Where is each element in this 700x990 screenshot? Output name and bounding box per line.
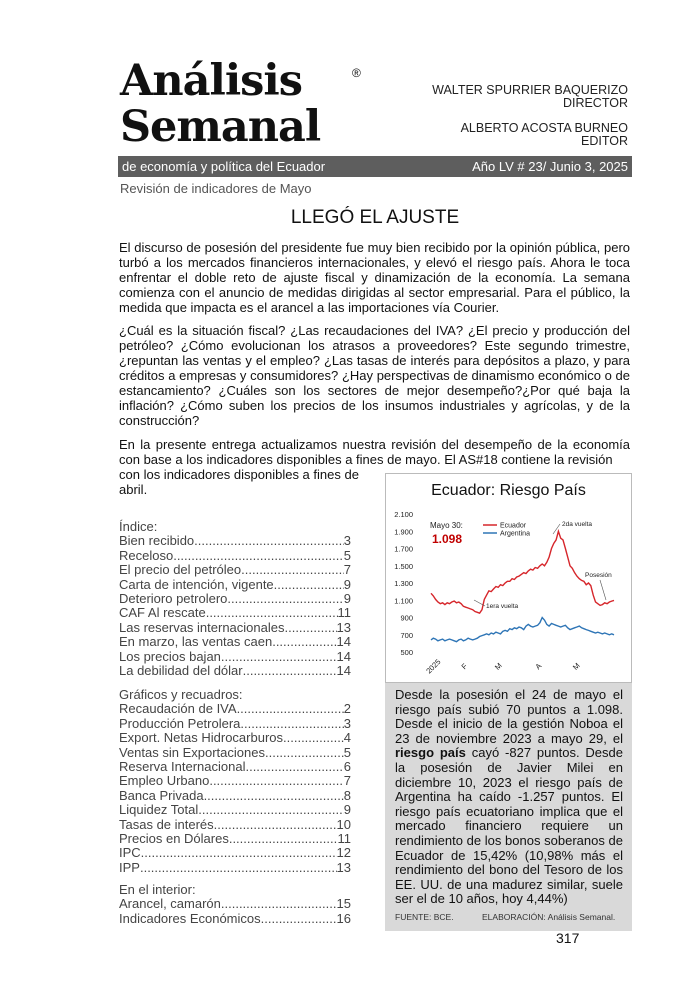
toc-entry-title: CAF Al rescate.	[119, 605, 210, 621]
toc-entry	[119, 592, 351, 606]
toc-entry-page: 4	[343, 730, 351, 746]
toc-entry-page: 9	[343, 576, 351, 592]
toc-leader	[265, 746, 344, 760]
toc-entry	[119, 832, 351, 846]
toc-entry	[119, 534, 351, 548]
interior-list	[119, 883, 351, 926]
charts-index-heading: Gráficos y recuadros:	[119, 687, 243, 702]
toc-entry-page: 3	[343, 715, 351, 731]
toc-entry-page: 2	[343, 701, 351, 717]
toc-entry	[119, 664, 351, 678]
chart-source: FUENTE: BCE.	[395, 912, 454, 922]
toc-entry-title: En marzo, las ventas caen	[119, 634, 273, 650]
toc-entry-title: Los precios bajan.	[119, 648, 225, 664]
toc-entry	[119, 803, 351, 817]
toc-entry-title: Deterioro petrolero.	[119, 591, 231, 607]
y-tick-label: 1.300	[394, 579, 413, 588]
toc-entry	[119, 846, 351, 860]
toc-entry	[119, 578, 351, 592]
toc-entry-title: Ventas sin Exportaciones	[119, 744, 265, 760]
toc-leader	[283, 731, 344, 745]
toc-entry	[119, 621, 351, 635]
toc-entry-title: El precio del petróleo	[119, 562, 242, 578]
index-list	[119, 520, 351, 678]
toc-entry-title: IPP	[119, 859, 140, 875]
callout-value: 1.098	[432, 532, 463, 546]
toc-entry	[119, 818, 351, 832]
paragraph-update: En la presente entrega actualizamos nuestra revisión del desempeño de la economía con base a los indicadores disponibles a fines de mayo. El AS#18 contiene la revisión	[119, 437, 630, 467]
y-tick-label: 700	[400, 630, 413, 640]
toc-entry-page: 9	[343, 591, 351, 607]
y-tick-label: 1.100	[394, 596, 413, 606]
toc-leader	[272, 635, 336, 649]
legend-label: Argentina	[500, 530, 530, 538]
y-tick-label: 1.900	[394, 527, 413, 537]
toc-entry-title: Banca Privada	[119, 787, 204, 803]
toc-entry-page: 14	[336, 663, 351, 679]
toc-leader	[229, 832, 338, 846]
toc-leader	[214, 818, 337, 832]
toc-entry-page: 14	[336, 648, 351, 664]
paragraph-questions: ¿Cuál es la situación fiscal? ¿Las recaudaciones del IVA? ¿El precio y producción del petróleo? ¿Cómo evolucionan los atrasos a proveedores? Este segundo trimestre, ¿repuntan las ventas y el empleo? ¿Las tasas de interés para depósitos a plazo, y para créditos a empresas y consumidores? ¿Hay perspectivas de dinamismo económico o de estancamiento? ¿Cuáles son los sectores de mejor desempeño?¿Por qué baja la inflación? ¿Cómo suben los precios de los insumos industriales y agrícolas, y de la construcción?	[119, 323, 630, 428]
toc-entry	[119, 717, 351, 731]
toc-entry-page: 10	[336, 816, 351, 832]
toc-entry-page: 9	[343, 802, 351, 818]
toc-entry-title: Recaudación de IVA	[119, 701, 237, 717]
legend-label: Ecuador	[500, 522, 527, 530]
y-tick-label: 900	[400, 613, 413, 623]
page-number: 317	[556, 930, 580, 946]
toc-entry	[119, 563, 351, 577]
toc-leader	[209, 774, 343, 788]
toc-leader	[225, 650, 337, 664]
toc-entry-title: Producción Petrolera	[119, 715, 241, 731]
toc-leader	[240, 717, 343, 731]
toc-entry	[119, 650, 351, 664]
toc-leader	[141, 846, 337, 860]
toc-entry	[119, 789, 351, 803]
masthead-title-line2: Semanal	[120, 102, 321, 152]
toc-entry-page: 3	[343, 533, 351, 549]
charts-index-list	[119, 688, 351, 875]
toc-leader	[277, 578, 343, 592]
toc-entry	[119, 635, 351, 649]
issue-info: Año LV # 23/ Junio 3, 2025	[472, 159, 628, 174]
toc-leader	[221, 897, 337, 911]
annotation-pointer	[600, 580, 606, 600]
annotation-label: Posesión	[585, 572, 612, 579]
toc-leader	[284, 621, 336, 635]
toc-entry-page: 11	[337, 831, 351, 847]
index-heading: Índice:	[119, 519, 158, 534]
toc-entry-page: 14	[336, 634, 351, 650]
toc-entry-title: Liquidez Total	[119, 802, 199, 818]
toc-entry-page: 15	[336, 896, 351, 912]
chart-note-text	[395, 688, 623, 907]
annotation-label: 2da vuelta	[562, 521, 592, 528]
toc-entry-page: 13	[336, 859, 351, 875]
note-text-bold: riesgo país	[395, 745, 466, 761]
toc-entry	[119, 760, 351, 774]
toc-entry-page: 8	[343, 787, 351, 803]
callout-label: Mayo 30:	[430, 521, 463, 530]
toc-leader	[237, 702, 344, 716]
toc-entry-page: 11	[337, 605, 351, 621]
toc-entry-title: Export. Netas Hidrocarburos	[119, 730, 284, 746]
toc-entry-title: Indicadores Económicos	[119, 910, 261, 926]
toc-entry	[119, 774, 351, 788]
toc-entry-page: 7	[343, 773, 351, 789]
masthead-band	[118, 156, 632, 177]
editor-name: ALBERTO ACOSTA BURNEO	[460, 121, 628, 135]
toc-entry-title: La debilidad del dólar	[119, 663, 243, 679]
risk-chart	[386, 474, 631, 682]
toc-entry	[119, 861, 351, 875]
series-line-argentina	[431, 618, 614, 642]
toc-leader	[198, 803, 344, 817]
toc-leader	[261, 912, 337, 926]
toc-entry-title: Las reservas internacionales	[119, 619, 285, 635]
toc-entry	[119, 549, 351, 563]
toc-leader	[204, 789, 344, 803]
interior-heading: En el interior:	[119, 882, 196, 897]
y-tick-label: 2.100	[394, 510, 413, 519]
paragraph-update-cont: con los indicadores disponibles a fines de	[119, 467, 359, 482]
toc-entry	[119, 746, 351, 760]
editor-role: EDITOR	[581, 134, 628, 148]
chart-title: Ecuador: Riesgo País	[431, 482, 586, 499]
y-tick-label: 500	[400, 648, 413, 657]
registered-mark: ®	[352, 66, 361, 80]
toc-entry-page: 7	[343, 562, 351, 578]
section-title: Revisión de indicadores de Mayo	[120, 181, 312, 196]
toc-entry	[119, 912, 351, 926]
note-text-after: cayó -827 puntos. Desde la posesión de Javier Milei en diciembre 10, 2023 el riesgo país de Argentina ha caído -1.257 puntos. El riesgo país ecuatoriano implica que el mercado financiero requiere un rendimiento de los bonos soberanos de Ecuador de 15,42% (10,98% más el rendimiento del bono del Tesoro de los EE. UU. de una madurez similar, suele ser el de 10 años, hoy 4,44%)	[395, 745, 624, 907]
toc-entry-page: 5	[343, 744, 351, 760]
toc-entry-page: 6	[343, 759, 351, 775]
tagline: de economía y política del Ecuador	[122, 159, 326, 174]
chart-note-box	[385, 683, 632, 931]
toc-leader	[209, 606, 337, 620]
toc-leader	[140, 861, 337, 875]
y-tick-label: 1.500	[394, 561, 413, 571]
headline: LLEGÓ EL AJUSTE	[290, 207, 460, 228]
y-tick-label: 1.700	[394, 544, 413, 554]
toc-entry	[119, 606, 351, 620]
toc-leader	[198, 534, 344, 548]
masthead-title-line1: Análisis	[120, 56, 302, 106]
director-role: DIRECTOR	[562, 96, 628, 110]
toc-entry-title: Reserva Internacional	[119, 759, 246, 775]
note-text-before: Desde la posesión el 24 de mayo el riesgo país subió 70 puntos a 1.098. Desde el inicio de la gestión Noboa el 23 de noviembre 2023 a mayo 29, el	[395, 687, 623, 746]
chart-credit: ELABORACIÓN: Análisis Semanal.	[482, 912, 616, 922]
toc-entry-title: Bien recibido.	[119, 533, 198, 549]
toc-entry-title: Receloso.	[119, 547, 177, 563]
toc-leader	[243, 664, 337, 678]
toc-leader	[231, 592, 344, 606]
paragraph-update-end: abril.	[119, 482, 148, 497]
toc-entry-title: Arancel, camarón	[119, 896, 221, 912]
toc-entry-page: 13	[336, 619, 351, 635]
toc-entry	[119, 702, 351, 716]
toc-leader	[177, 549, 344, 563]
x-tick-label: M	[492, 660, 504, 672]
x-tick-label: 2025	[424, 657, 443, 676]
toc-entry-title: Tasas de interés	[119, 816, 214, 832]
annotation-label: 1era vuelta	[486, 603, 519, 610]
toc-entry-title: IPC	[119, 845, 141, 861]
x-tick-label: F	[459, 661, 470, 672]
x-tick-label: A	[533, 661, 544, 672]
toc-leader	[241, 563, 344, 577]
director-name: WALTER SPURRIER BAQUERIZO	[432, 83, 628, 97]
toc-leader	[245, 760, 343, 774]
toc-entry-page: 12	[336, 845, 351, 861]
toc-entry	[119, 897, 351, 911]
toc-entry-page: 5	[343, 547, 351, 563]
toc-entry-title: Empleo Urbano	[119, 773, 210, 789]
toc-entry-title: Carta de intención, vigente.	[119, 576, 278, 592]
toc-entry-title: Precios en Dólares	[119, 831, 229, 847]
paragraph-intro: El discurso de posesión del presidente fue muy bien recibido por la opinión pública, pero turbó a los mercados financieros internacionales, y elevó el riesgo país. Ahora le toca enfrentar el doble reto de ajuste fiscal y dinamización de la economía. La semana comienza con el anuncio de medidas dirigidas al sector empresarial. Para el público, la medida que impacta es el arancel a las importaciones vía Courier.	[119, 240, 630, 315]
x-tick-label: M	[570, 660, 582, 672]
toc-entry	[119, 731, 351, 745]
risk-chart-box	[385, 473, 632, 683]
toc-entry-page: 16	[336, 910, 351, 926]
